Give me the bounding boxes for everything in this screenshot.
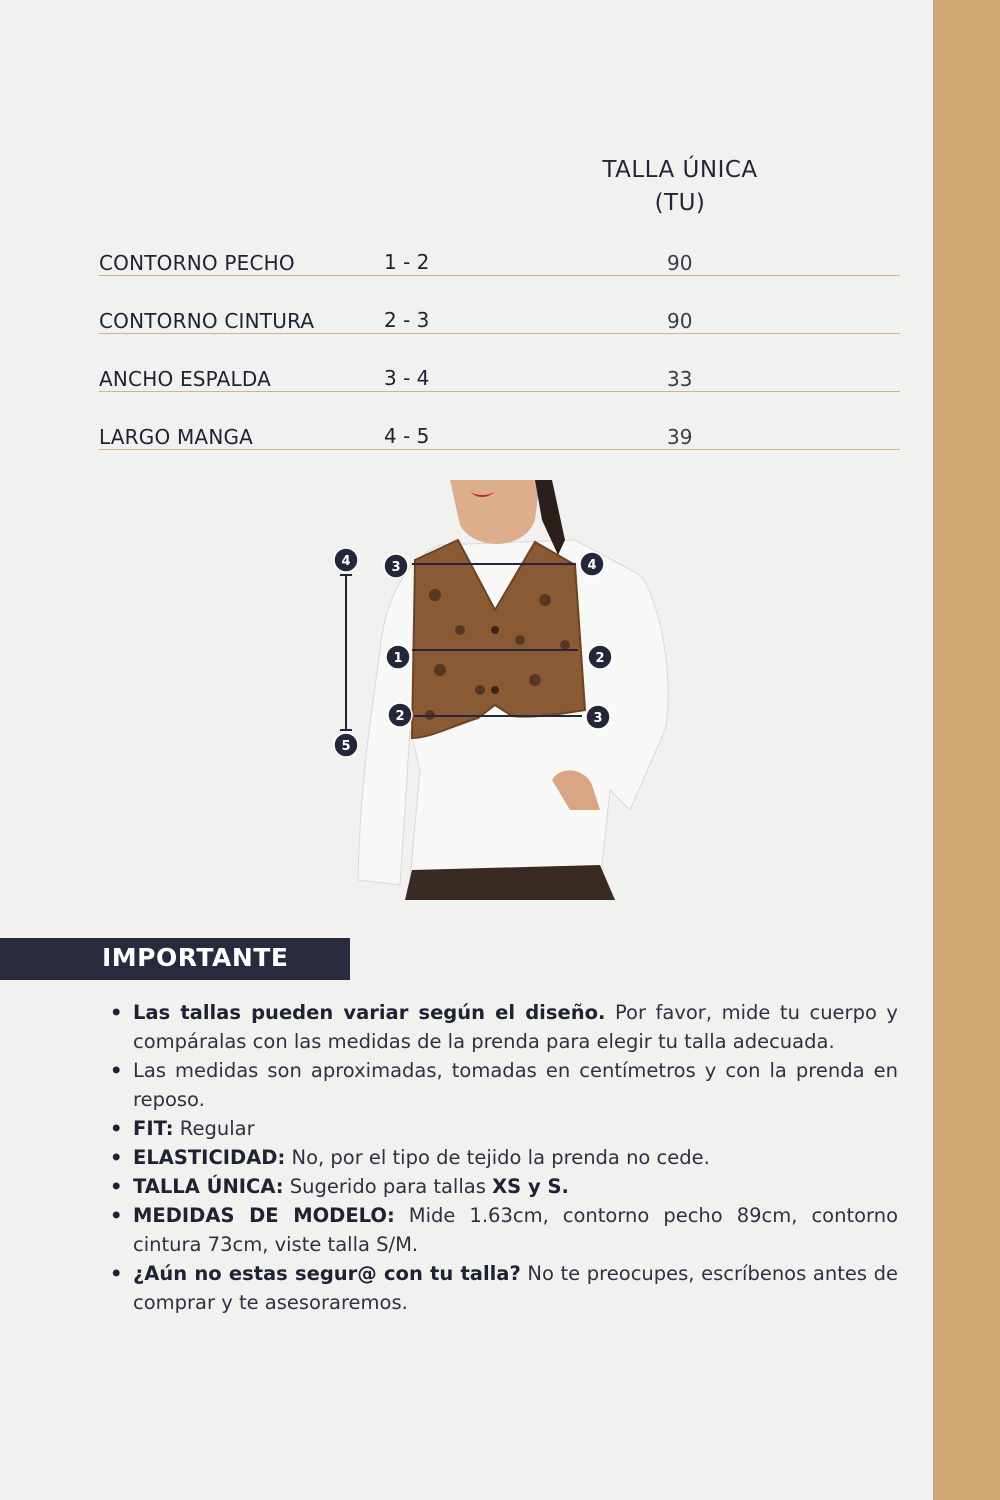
marker-label: 2 <box>595 651 605 666</box>
measurement-row <box>99 421 900 450</box>
measurement-range: 4 - 5 <box>384 424 430 448</box>
trousers <box>405 865 615 900</box>
marker-label: 4 <box>341 554 351 569</box>
model-face <box>450 480 540 544</box>
note-item: • Las medidas son aproximadas, tomadas en centímetros y con la prenda en reposo. <box>110 1056 898 1114</box>
measurement-value: 39 <box>667 425 693 449</box>
marker-label: 1 <box>393 651 403 666</box>
note-item: • FIT: Regular <box>110 1114 898 1143</box>
measurement-range: 2 - 3 <box>384 308 430 332</box>
marker-label: 2 <box>395 709 405 724</box>
right-accent-band <box>933 0 1000 1500</box>
note-item: • ELASTICIDAD: No, por el tipo de tejido la prenda no cede. <box>110 1143 898 1172</box>
size-column-header <box>580 154 780 220</box>
measurement-range: 1 - 2 <box>384 250 430 274</box>
model-measurement-figure <box>330 480 675 900</box>
measurement-row <box>99 305 900 334</box>
marker-label: 5 <box>341 739 351 754</box>
marker-label: 4 <box>587 558 597 573</box>
size-header-line2: (TU) <box>654 190 706 216</box>
important-title: IMPORTANTE <box>102 943 289 972</box>
marker-label: 3 <box>391 560 401 575</box>
note-item: • MEDIDAS DE MODELO: Mide 1.63cm, contorno pecho 89cm, contorno cintura 73cm, viste talla S/M. <box>110 1201 898 1259</box>
measurement-value: 90 <box>667 309 693 333</box>
measurement-range: 3 - 4 <box>384 366 430 390</box>
measurement-value: 33 <box>667 367 693 391</box>
measurement-name: CONTORNO PECHO <box>99 251 295 275</box>
note-item: • Las tallas pueden variar según el diseño. Por favor, mide tu cuerpo y compáralas con las medidas de la prenda para elegir tu talla adecuada. <box>110 998 898 1056</box>
measurement-name: ANCHO ESPALDA <box>99 367 272 391</box>
vest-button <box>491 686 499 694</box>
size-header-line1: TALLA ÚNICA <box>602 157 758 183</box>
important-notes-list <box>110 998 898 1317</box>
vest-button <box>491 626 499 634</box>
measurement-row <box>99 247 900 276</box>
measurement-value: 90 <box>667 251 693 275</box>
note-item: • ¿Aún no estas segur@ con tu talla? No te preocupes, escríbenos antes de comprar y te asesoraremos. <box>110 1259 898 1317</box>
measurement-row <box>99 363 900 392</box>
note-item: • TALLA ÚNICA: Sugerido para tallas XS y S. <box>110 1172 898 1201</box>
measurement-name: LARGO MANGA <box>99 425 254 449</box>
important-banner <box>0 938 350 980</box>
marker-label: 3 <box>593 711 603 726</box>
measurement-name: CONTORNO CINTURA <box>99 309 315 333</box>
